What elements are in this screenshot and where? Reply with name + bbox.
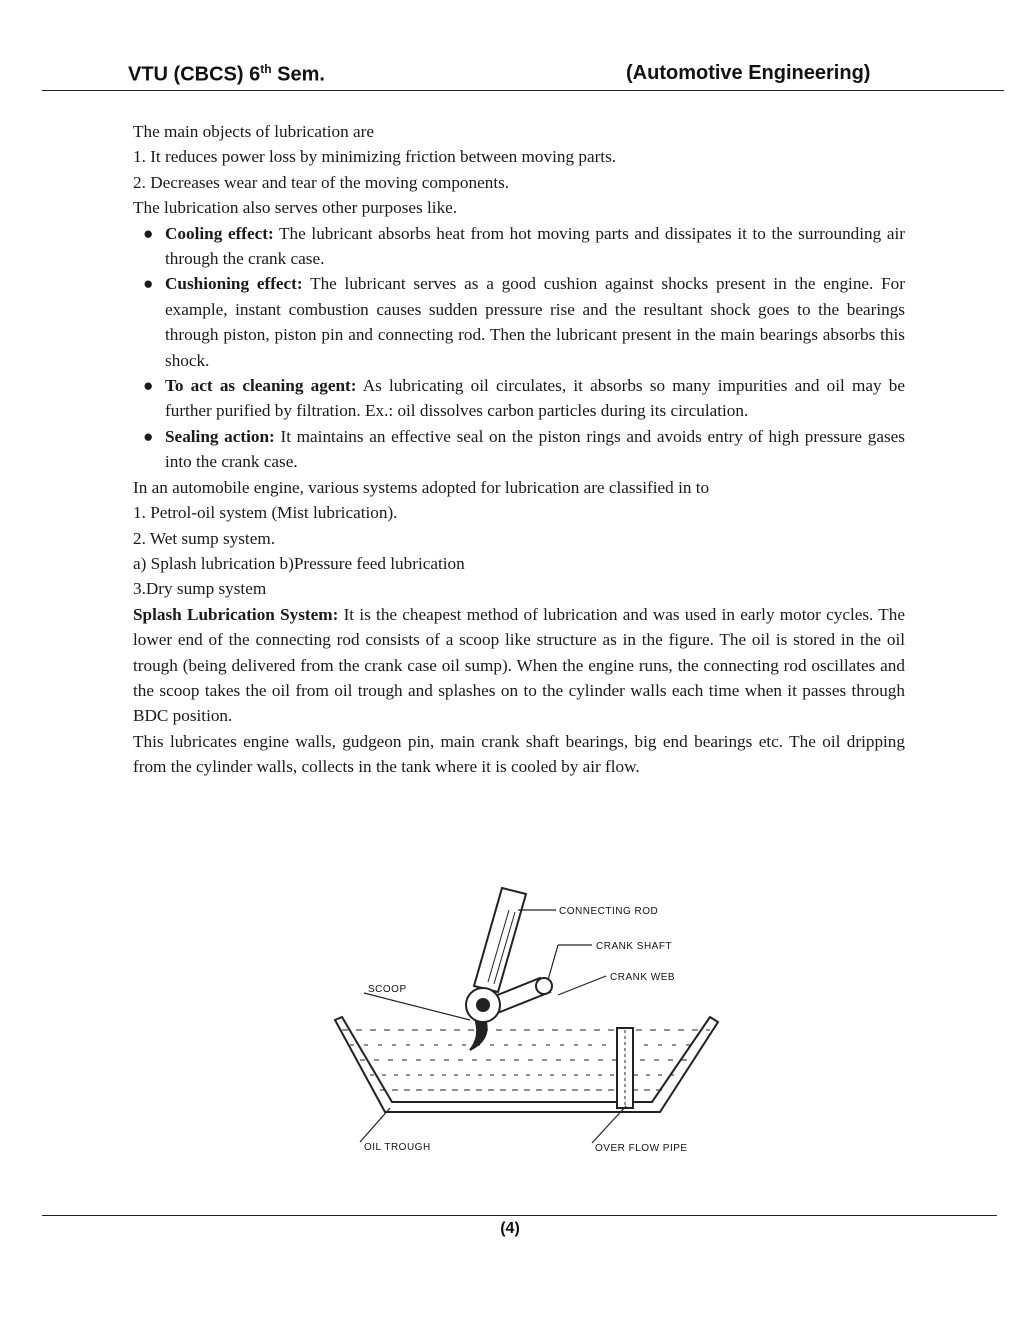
system-item: a) Splash lubrication b)Pressure feed lubrication — [133, 553, 465, 573]
bullet-icon: ● — [143, 426, 154, 446]
object-item: 2. Decreases wear and tear of the moving components. — [133, 172, 510, 192]
label-crank-web: CRANK WEB — [610, 972, 676, 983]
system-item: 1. Petrol-oil system (Mist lubrication). — [133, 503, 398, 523]
systems-intro: In an automobile engine, various systems adopted for lubrication are classified in to — [133, 477, 710, 497]
purpose-item-cleaning: ● To act as cleaning agent: As lubricating oil circulates, it absorbs so many impurities and oil may be further purified by filtration. Ex.: oil dissolves carbon particles during its circulation. — [133, 373, 905, 424]
system-item: 3.Dry sump system — [133, 579, 267, 599]
label-oil-trough: OIL TROUGH — [364, 1142, 431, 1153]
overflow-pipe-shape — [617, 1028, 633, 1108]
closing-paragraph: This lubricates engine walls, gudgeon pin, main crank shaft bearings, big end bearings etc. The oil dripping from the cylinder walls, collects in the tank where it is cooled by air flow. — [133, 731, 905, 777]
splash-paragraph: Splash Lubrication System: It is the cheapest method of lubrication and was used in early motor cycles. The lower end of the connecting rod consists of a scoop like structure as in the figure. The oil is stored in the oil trough (being delivered from the crank case oil sump). When the engine runs, the connecting rod oscillates and the scoop takes the oil from oil trough and splashes on to the cylinder walls each time when it passes through BDC position. — [133, 604, 905, 726]
system-item: 2. Wet sump system. — [133, 528, 276, 548]
course-title: VTU (CBCS) 6th Sem. — [128, 62, 325, 86]
bullet-icon: ● — [143, 376, 154, 396]
splash-lubrication-diagram — [330, 880, 730, 1160]
document-body — [133, 119, 905, 780]
bullet-icon: ● — [143, 274, 154, 294]
scoop-shape — [466, 988, 500, 1050]
page-number: (4) — [500, 1220, 520, 1237]
connecting-rod-shape — [474, 888, 526, 992]
footer-rule — [42, 1215, 997, 1216]
oil-trough-shape — [335, 1017, 718, 1112]
label-scoop: SCOOP — [368, 984, 407, 995]
page-header — [42, 60, 1004, 91]
label-crank-shaft: CRANK SHAFT — [596, 941, 673, 952]
intro-line: The main objects of lubrication are — [133, 122, 375, 141]
purpose-item-cooling: ● Cooling effect: The lubricant absorbs heat from hot moving parts and dissipates it to the surrounding air through the crank case. — [133, 221, 905, 272]
bullet-icon: ● — [143, 223, 154, 243]
label-connecting-rod: CONNECTING ROD — [559, 906, 659, 917]
purpose-item-sealing: ● Sealing action: It maintains an effective seal on the piston rings and avoids entry of high pressure gases into the crank case. — [133, 424, 905, 475]
object-item: 1. It reduces power loss by minimizing friction between moving parts. — [133, 147, 617, 167]
label-over-flow-pipe: OVER FLOW PIPE — [595, 1143, 688, 1154]
purpose-item-cushioning: ● Cushioning effect: The lubricant serves as a good cushion against shocks present in the engine. For example, instant combustion causes sudden pressure rise and the resultant shock goes to the bearings through piston, piston pin and connecting rod. Then the lubricant present in the main bearings absorbs this shock. — [133, 271, 905, 373]
subject-title: (Automotive Engineering) — [626, 62, 871, 84]
purposes-intro: The lubrication also serves other purposes like. — [133, 198, 458, 218]
purposes-list — [133, 221, 905, 475]
